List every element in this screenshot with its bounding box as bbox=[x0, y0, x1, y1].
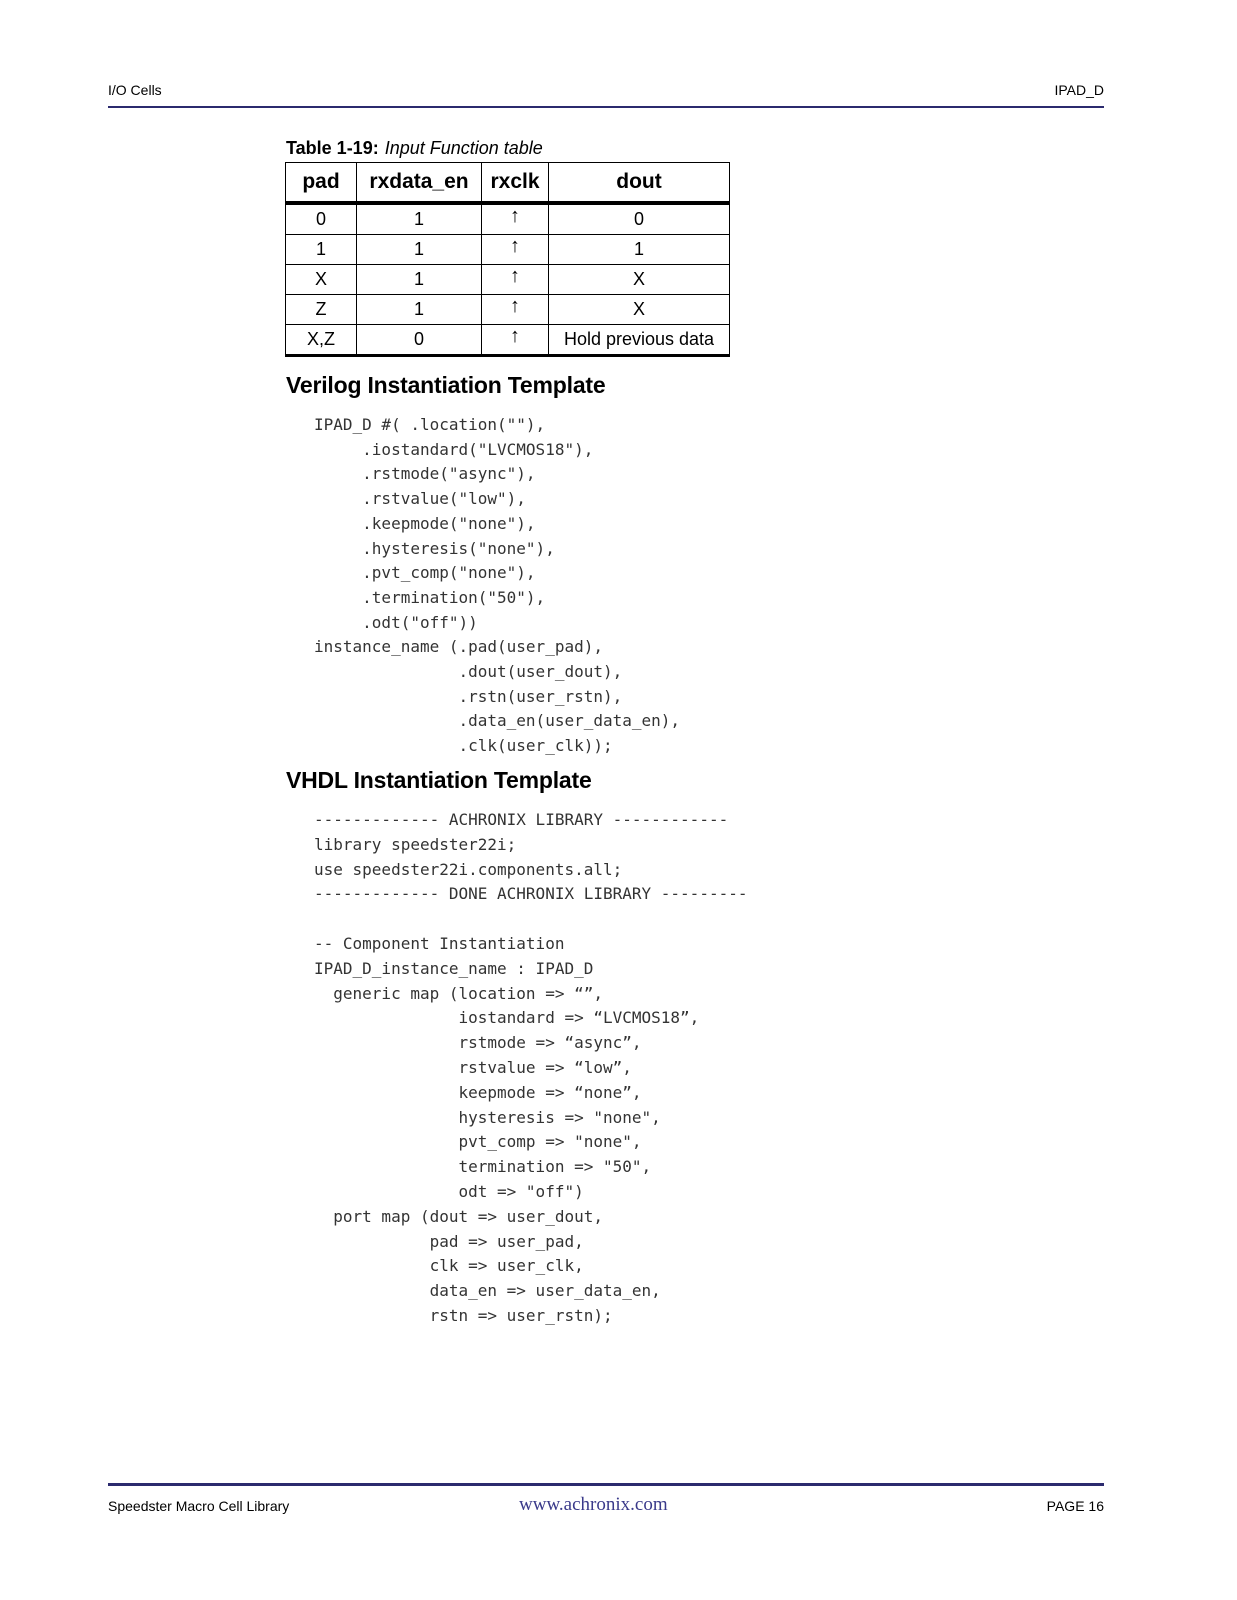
rising-edge-arrow-icon: ↑ bbox=[510, 295, 520, 317]
cell-pad: X bbox=[286, 265, 357, 295]
cell-pad: 0 bbox=[286, 203, 357, 235]
cell-rxdata-en: 0 bbox=[357, 325, 482, 356]
cell-rxdata-en: 1 bbox=[357, 295, 482, 325]
cell-dout: 0 bbox=[549, 203, 730, 235]
column-header-pad: pad bbox=[286, 163, 357, 204]
column-header-dout: dout bbox=[549, 163, 730, 204]
table-header-row bbox=[286, 163, 730, 204]
table-row bbox=[286, 235, 730, 265]
footer-website-link[interactable]: www.achronix.com bbox=[519, 1494, 668, 1515]
table-row bbox=[286, 265, 730, 295]
verilog-code-block: IPAD_D #( .location(""), .iostandard("LVCMOS18"), .rstmode("async"), .rstvalue("low"), .keepmode("none"), .hysteresis("none"), .pvt_comp("none"), .termination("50"), .odt("off")) instance_name (.pad(user_pad), .dout(user_dout), .rstn(user_rstn), .data_en(user_data_en), .clk(user_clk)); bbox=[314, 415, 681, 756]
column-header-rxclk: rxclk bbox=[482, 163, 549, 204]
vhdl-section-heading: VHDL Instantiation Template bbox=[286, 767, 592, 793]
page-footer bbox=[108, 1483, 1104, 1515]
header-cell-name: IPAD_D bbox=[1054, 82, 1104, 98]
table-caption-title: Input Function table bbox=[384, 138, 543, 158]
cell-rxdata-en: 1 bbox=[357, 203, 482, 235]
cell-dout: X bbox=[549, 265, 730, 295]
cell-rxclk bbox=[482, 295, 549, 325]
cell-dout: Hold previous data bbox=[549, 325, 730, 356]
table-row bbox=[286, 295, 730, 325]
cell-rxclk bbox=[482, 325, 549, 356]
cell-pad: 1 bbox=[286, 235, 357, 265]
cell-rxclk bbox=[482, 265, 549, 295]
cell-rxdata-en: 1 bbox=[357, 235, 482, 265]
footer-document-title: Speedster Macro Cell Library bbox=[108, 1498, 290, 1514]
vhdl-code-block: ------------- ACHRONIX LIBRARY ------------ library speedster22i; use speedster22i.components.all; ------------- DONE ACHRONIX LIBRARY --------- -- Component Instantiation IPAD_D_instance_name : IPAD_D generic map (location => “”, iostandard => “LVCMOS18”, rstmode => “async”, rstvalue => “low”, keepmode => “none”, hysteresis => "none", pvt_comp => "none", termination => "50", odt => "off") port map (dout => user_dout, pad => user_pad, clk => user_clk, data_en => user_data_en, rstn => user_rstn); bbox=[314, 810, 748, 1325]
footer-page-number: PAGE 16 bbox=[1046, 1498, 1104, 1514]
verilog-section-heading: Verilog Instantiation Template bbox=[286, 372, 606, 398]
table-row bbox=[286, 203, 730, 235]
cell-rxclk bbox=[482, 203, 549, 235]
cell-rxdata-en: 1 bbox=[357, 265, 482, 295]
rising-edge-arrow-icon: ↑ bbox=[510, 265, 520, 287]
cell-dout: 1 bbox=[549, 235, 730, 265]
cell-rxclk bbox=[482, 235, 549, 265]
cell-dout: X bbox=[549, 295, 730, 325]
rising-edge-arrow-icon: ↑ bbox=[510, 205, 520, 227]
table-caption bbox=[286, 138, 543, 159]
column-header-rxdata-en: rxdata_en bbox=[357, 163, 482, 204]
input-function-table bbox=[285, 162, 730, 357]
rising-edge-arrow-icon: ↑ bbox=[510, 325, 520, 347]
table-row bbox=[286, 325, 730, 356]
cell-pad: Z bbox=[286, 295, 357, 325]
page-header bbox=[108, 82, 1104, 108]
rising-edge-arrow-icon: ↑ bbox=[510, 235, 520, 257]
cell-pad: X,Z bbox=[286, 325, 357, 356]
table-caption-number: Table 1-19: bbox=[286, 138, 379, 158]
header-section-title: I/O Cells bbox=[108, 82, 162, 98]
